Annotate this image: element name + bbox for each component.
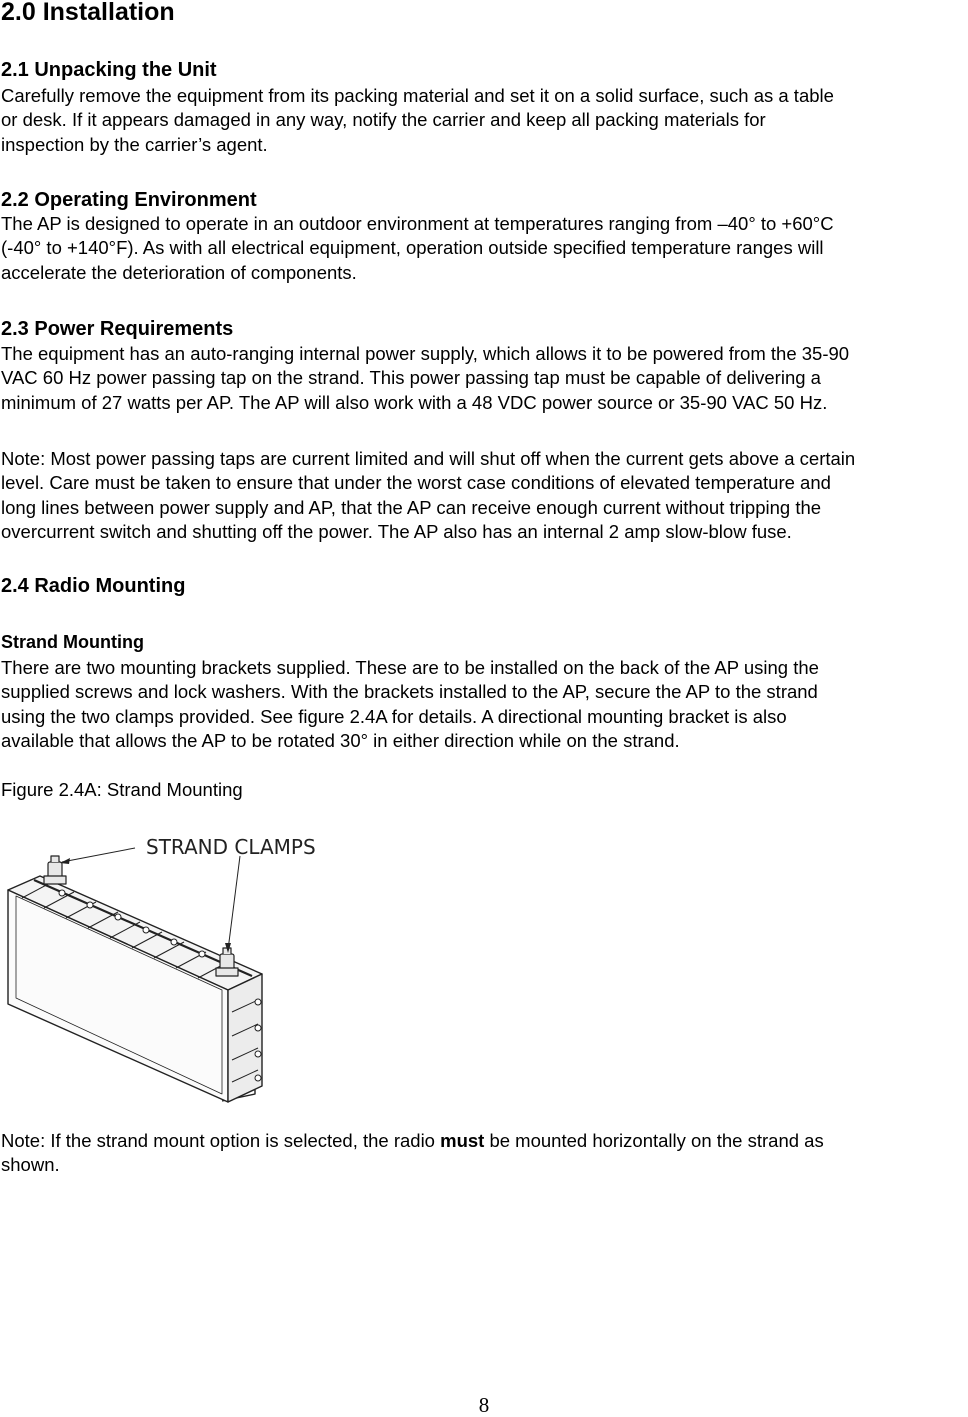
note-emphasis: must (440, 1130, 485, 1151)
text-line: or desk. If it appears damaged in any way, notify the carrier and keep all packing materials for (1, 109, 766, 131)
section-heading-power-requirements: 2.3 Power Requirements (1, 318, 234, 340)
page-number: 8 (478, 1393, 490, 1417)
callout-line-right (228, 856, 240, 950)
section-heading-radio-mounting: 2.4 Radio Mounting (1, 575, 186, 597)
text-line: long lines between power supply and AP, that the AP can receive enough current without tripping the (1, 496, 822, 518)
paragraph-operating-environment (1, 212, 834, 285)
paragraph-power-note (1, 447, 855, 545)
text-line: level. Care must be taken to ensure that under the worst case conditions of elevated temperature and (1, 472, 831, 494)
text-line: supplied screws and lock washers. With the brackets installed to the AP, secure the AP to the strand (1, 681, 818, 703)
text-line: There are two mounting brackets supplied. These are to be installed on the back of the AP using the (1, 657, 819, 678)
text-line: shown. (1, 1154, 60, 1176)
paragraph-mounting-note (1, 1129, 824, 1178)
text-line: The AP is designed to operate in an outdoor environment at temperatures ranging from –40° to +60°C (1, 213, 834, 234)
text-line: overcurrent switch and shutting off the power. The AP also has an internal 2 amp slow-blow fuse. (1, 521, 792, 543)
text-line: minimum of 27 watts per AP. The AP will also work with a 48 VDC power source or 35-90 VAC 50 Hz. (1, 391, 828, 413)
strand-clamps-label: STRAND CLAMPS (146, 835, 316, 859)
text-line: Carefully remove the equipment from its packing material and set it on a solid surface, such as a table (1, 85, 834, 106)
section-heading-operating-environment: 2.2 Operating Environment (1, 189, 257, 211)
callout-line-left (62, 848, 135, 862)
text-line: inspection by the carrier’s agent. (1, 133, 268, 155)
text-line: Note: Most power passing taps are current limited and will shut off when the current gets above a certain (1, 448, 856, 469)
strand-mounting-figure (0, 826, 362, 1106)
text-line: using the two clamps provided. See figure 2.4A for details. A directional mounting bracket is also (1, 705, 787, 727)
paragraph-power-requirements (1, 342, 849, 415)
paragraph-strand-mounting (1, 656, 819, 754)
enclosure-side-face (228, 974, 262, 1102)
page-title: 2.0 Installation (1, 0, 175, 26)
subheading-strand-mounting: Strand Mounting (1, 632, 144, 652)
text-line: (-40° to +140°F). As with all electrical equipment, operation outside specified temperature ranges will (1, 237, 824, 259)
figure-caption: Figure 2.4A: Strand Mounting (1, 779, 243, 800)
note-prefix: Note: If the strand mount option is selected, the radio (1, 1130, 441, 1151)
text-line: VAC 60 Hz power passing tap on the strand. This power passing tap must be capable of delivering a (1, 367, 821, 389)
note-suffix: be mounted horizontally on the strand as (484, 1130, 824, 1151)
text-line: The equipment has an auto-ranging internal power supply, which allows it to be powered from the 35-90 (1, 343, 850, 364)
text-line: accelerate the deterioration of components. (1, 261, 357, 283)
paragraph-unpacking (1, 84, 834, 157)
text-line (1, 1129, 824, 1153)
text-line: available that allows the AP to be rotated 30° in either direction while on the strand. (1, 730, 680, 752)
section-heading-unpacking: 2.1 Unpacking the Unit (1, 59, 217, 81)
strand-clamp-left (44, 856, 66, 884)
